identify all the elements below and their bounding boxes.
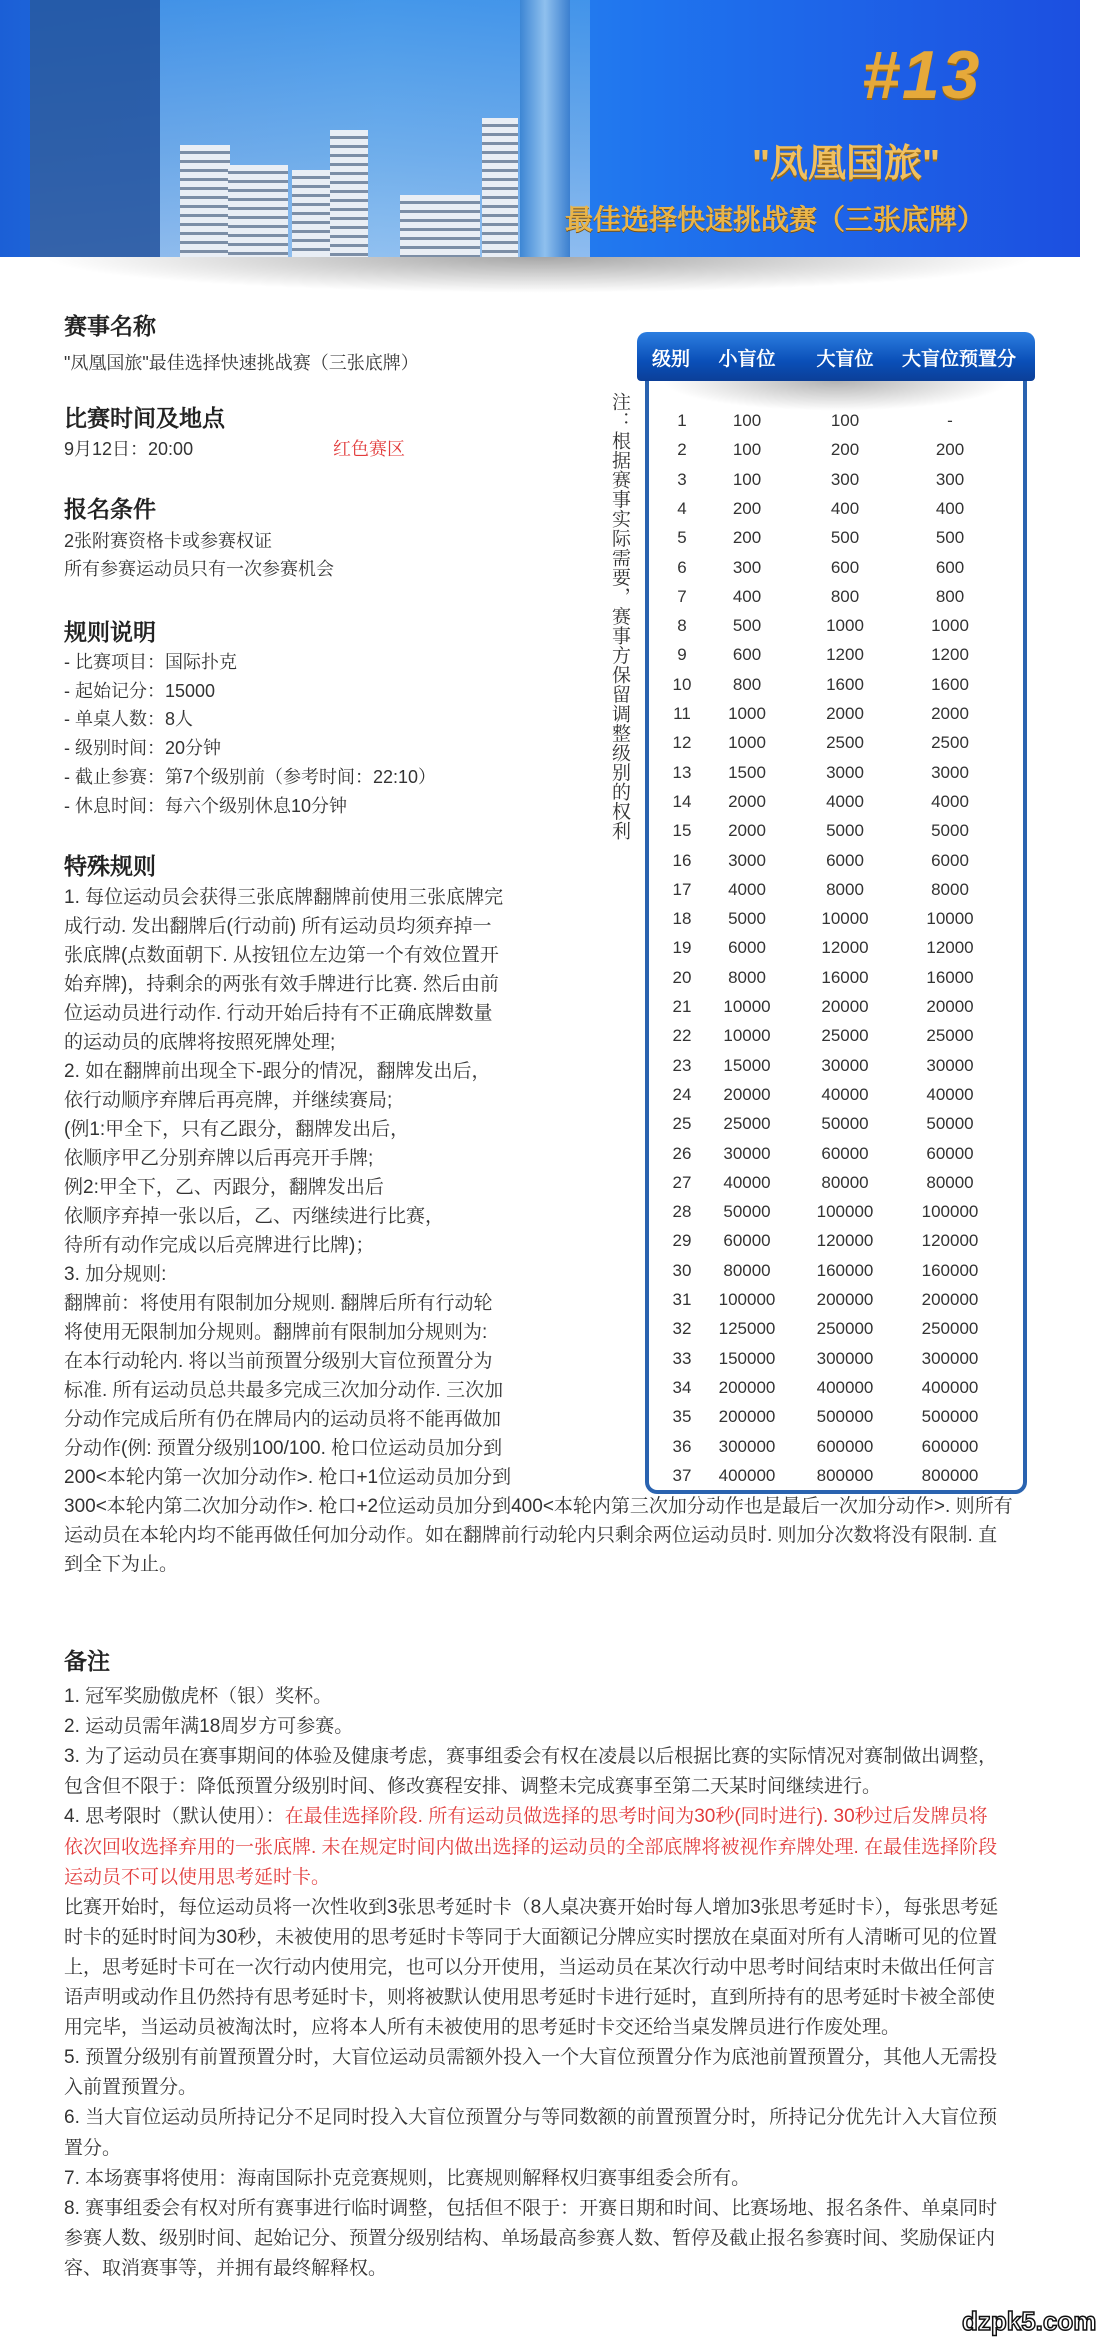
table-cell: 33: [672, 1348, 692, 1368]
note-highlight-text: 在最佳选择阶段. 所有运动员做选择的思考时间为30秒(同时进行). 30秒过后发牌员将: [284, 1806, 988, 1828]
table-cell: 2000: [728, 821, 766, 841]
table-cell: 20: [672, 967, 692, 987]
special-rule-line: 200<本轮内第一次加分动作>. 枪口+1位运动员加分到: [64, 1467, 512, 1488]
note-line: [64, 2227, 995, 2251]
table-cell: 400000: [921, 1377, 979, 1397]
table-cell: -: [947, 411, 953, 430]
table-cell: 100: [830, 411, 860, 430]
table-cell: 300: [732, 557, 762, 577]
table-cell: 34: [672, 1377, 692, 1397]
table-cell: 200: [732, 498, 762, 518]
table-cell: 2000: [931, 704, 969, 723]
table-cell: 200: [732, 528, 762, 548]
table-cell: 2500: [826, 733, 864, 753]
table-cell: 9: [677, 645, 687, 665]
table-cell: 28: [672, 1202, 692, 1222]
table-cell: 16: [672, 850, 692, 870]
note-text: 7. 本场赛事将使用：海南国际扑克竞赛规则，比赛规则解释权归赛事组委会所有。: [64, 2167, 751, 2189]
table-cell: 500: [830, 528, 860, 548]
glass-tower-image: [520, 0, 570, 257]
table-cell: 200000: [718, 1407, 776, 1427]
special-rule-line: 3. 加分规则:: [64, 1264, 167, 1285]
table-cell: 100000: [816, 1202, 874, 1222]
section-heading-notes: 备注: [64, 1648, 110, 1674]
table-cell: 3000: [931, 762, 969, 782]
table-cell: 18: [672, 909, 692, 929]
note-line: [64, 2016, 900, 2040]
table-cell: 250000: [921, 1319, 979, 1339]
table-cell: 31: [672, 1290, 692, 1309]
table-cell: 4: [677, 498, 687, 518]
special-rule-line: 2. 如在翻牌前出现全下-跟分的情况，翻牌发出后，: [64, 1061, 491, 1082]
note-text: 时卡的延时时间为30秒，未被使用的思考延时卡等同于大面额记分牌应实时摆放在桌面对所有人清晰可见的位置: [64, 1926, 998, 1948]
note-text: 8. 赛事组委会有权对所有赛事进行临时调整，包括但不限于：开赛日期和时间、比赛场地、报名条件、单桌同时: [64, 2197, 998, 2219]
table-cell: 400: [732, 586, 762, 606]
table-cell: 6000: [931, 850, 969, 870]
table-cell: 400000: [816, 1377, 874, 1397]
table-cell: 1600: [826, 674, 864, 694]
table-cell: 25000: [821, 1026, 869, 1046]
table-cell: 1200: [826, 645, 864, 665]
table-cell: 800: [830, 586, 860, 606]
table-cell: 300000: [718, 1436, 776, 1456]
watermark-logo: dzpk5.com: [962, 2306, 1096, 2336]
note-text: 2. 运动员需年满18周岁方可参赛。: [64, 1716, 354, 1738]
table-cell: 22: [672, 1026, 692, 1046]
building-image: [330, 130, 368, 257]
banner-subtitle: 最佳选择快速挑战赛（三张底牌）: [565, 204, 986, 235]
table-cell: 25000: [926, 1026, 974, 1046]
table-cell: 6: [677, 557, 687, 577]
note-text: 语声明或动作且仍然持有思考延时卡，则将被默认使用思考延时卡进行延时，直到所持有的思考延时卡被全部使: [64, 1987, 996, 2008]
table-cell: 11: [673, 704, 691, 723]
table-cell: 100000: [921, 1202, 979, 1222]
special-rule-line: 300<本轮内第二次加分动作>. 枪口+2位运动员加分到400<本轮内第三次加分动作也是最后一次加分动作>. 则所有: [64, 1496, 1013, 1517]
table-cell: 1500: [728, 762, 766, 782]
table-cell: 600000: [921, 1436, 979, 1456]
note-text: 包含但不限于：降低预置分级别时间、修改赛程安排、调整未完成赛事至第二天某时间继续进行。: [64, 1776, 882, 1798]
note-line: [64, 1805, 988, 1829]
section-heading-special: 特殊规则: [64, 853, 156, 879]
note-line: [64, 1715, 353, 1739]
table-cell: 17: [672, 879, 692, 899]
table-cell: 8: [677, 616, 687, 636]
note-line: [64, 1986, 995, 2010]
banner-shadow: [40, 257, 1040, 293]
table-cell: 200000: [718, 1377, 776, 1397]
table-cell: 21: [672, 997, 692, 1016]
table-cell: 24: [672, 1084, 692, 1104]
note-text: 置分。: [64, 2137, 122, 2159]
table-cell: 60000: [821, 1143, 869, 1163]
column-header: 小盲位: [718, 349, 776, 370]
table-cell: 300000: [816, 1348, 874, 1368]
building-image: [180, 145, 230, 257]
table-cell: 10000: [821, 909, 869, 929]
table-cell: 50000: [723, 1202, 771, 1222]
table-cell: 6000: [826, 850, 864, 870]
special-rule-line: 例2:甲全下，乙、丙跟分，翻牌发出后: [64, 1177, 384, 1198]
table-cell: 200000: [816, 1290, 874, 1309]
note-highlight-text: 依次回收选择弃用的一张底牌. 未在规定时间内做出选择的运动员的全部底牌将被视作弃牌处理. 在最佳选择阶段: [64, 1836, 998, 1858]
calligraphy-tower-image: [30, 0, 160, 257]
rule-item: - 级别时间：20分钟: [64, 738, 222, 759]
rule-item: - 休息时间：每六个级别休息10分钟: [64, 795, 348, 816]
table-cell: 20000: [723, 1084, 771, 1104]
table-cell: 8000: [728, 967, 766, 987]
table-cell: 4000: [826, 791, 864, 811]
table-cell: 800: [935, 586, 965, 606]
table-cell: 6000: [728, 938, 766, 958]
table-cell: 2: [677, 440, 687, 460]
special-rule-line: 依行动顺序弃牌后再亮牌，并继续赛局;: [64, 1090, 393, 1111]
rule-item: - 截止参赛：第7个级别前（参考时间：22:10）: [64, 766, 437, 787]
table-cell: 5000: [826, 821, 864, 841]
table-cell: 15: [672, 821, 692, 841]
table-cell: 15000: [723, 1055, 771, 1075]
table-cell: 50000: [926, 1114, 974, 1134]
special-rule-line: 翻牌前：将使用有限制加分规则. 翻牌后所有行动轮: [64, 1293, 493, 1314]
note-text: 用完毕，当运动员被淘汰时，应将本人所有未被使用的思考延时卡交还给当桌发牌员进行作废处理。: [64, 2017, 901, 2039]
special-rule-line: 分动作完成后所有仍在牌局内的运动员将不能再做加: [64, 1409, 502, 1430]
table-cell: 23: [672, 1055, 692, 1075]
table-cell: 8000: [931, 879, 969, 899]
note-line: [64, 1775, 881, 1799]
note-text: 3. 为了运动员在赛事期间的体验及健康考虑，赛事组委会有权在凌晨以后根据比赛的实际情况对赛制做出调整，: [64, 1746, 998, 1768]
special-rule-line: (例1:甲全下，只有乙跟分，翻牌发出后，: [64, 1119, 410, 1140]
table-cell: 4000: [728, 879, 766, 899]
signup-line: 2张附赛资格卡或参赛权证: [64, 531, 273, 551]
note-line: [64, 2167, 750, 2191]
note-line: [64, 2137, 121, 2161]
note-text: 6. 当大盲位运动员所持记分不足同时投入大盲位预置分与等同数额的前置预置分时，所持记分优先计入大盲位预: [64, 2107, 998, 2129]
table-cell: 10000: [723, 1026, 771, 1046]
table-cell: 10000: [926, 909, 974, 929]
event-name: "凤凰国旅"最佳选择快速挑战赛（三张底牌）: [64, 353, 419, 373]
table-cell: 30000: [821, 1055, 869, 1075]
table-cell: 400: [830, 498, 860, 518]
blind-structure-table: [641, 332, 1031, 1494]
special-rule-line: 在本行动轮内. 将以当前预置分级别大盲位预置分为: [64, 1351, 493, 1372]
event-time: 9月12日：20:00: [64, 439, 194, 459]
table-cell: 120000: [816, 1231, 874, 1251]
level-adjust-note: 注：根据赛事实际需要，赛事方保留调整级别的权利: [609, 392, 630, 841]
table-cell: 29: [672, 1231, 692, 1251]
table-cell: 36: [672, 1436, 692, 1456]
special-rule-line: 到全下为止。: [64, 1554, 179, 1575]
note-line: [64, 2257, 387, 2281]
note-text: 入前置预置分。: [64, 2077, 198, 2099]
section-heading-time: 比赛时间及地点: [64, 405, 225, 431]
table-cell: 200000: [921, 1290, 979, 1309]
table-cell: 16000: [821, 967, 869, 987]
building-image: [482, 118, 518, 257]
column-header: 大盲位预置分: [901, 349, 1017, 370]
note-text: 1. 冠军奖励傲虎杯（银）奖杯。: [64, 1686, 333, 1707]
special-rule-line: 位运动员进行动作. 行动开始后持有不正确底牌数量: [64, 1003, 493, 1024]
table-cell: 200: [830, 440, 860, 460]
table-cell: 30000: [926, 1055, 974, 1075]
table-cell: 80000: [926, 1172, 974, 1192]
table-cell: 5000: [728, 909, 766, 929]
table-cell: 50000: [821, 1114, 869, 1134]
table-cell: 40000: [723, 1172, 771, 1192]
special-rule-line: 张底牌(点数面朝下. 从按钮位左边第一个有效位置开: [64, 945, 499, 966]
table-cell: 1000: [931, 616, 969, 636]
table-cell: 20000: [821, 997, 869, 1016]
table-cell: 100: [732, 440, 762, 460]
section-heading-rules: 规则说明: [64, 619, 156, 645]
table-cell: 25000: [723, 1114, 771, 1134]
table-cell: 800: [732, 674, 762, 694]
special-rule-line: 运动员在本轮内均不能再做任何加分动作。如在翻牌前行动轮内只剩余两位运动员时. 则加分次数将没有限制. 直: [64, 1525, 998, 1546]
table-cell: 60000: [926, 1143, 974, 1163]
table-cell: 600: [732, 645, 762, 665]
table-cell: 1000: [728, 704, 766, 723]
note-text: 上，思考延时卡可在一次行动内使用完，也可以分开使用，当运动员在某次行动中思考时间结束时未做出任何言: [64, 1956, 996, 1978]
note-line: [64, 2076, 197, 2100]
table-cell: 300: [935, 469, 965, 489]
table-cell: 1000: [826, 616, 864, 636]
table-cell: 30000: [723, 1143, 771, 1163]
table-cell: 800000: [921, 1465, 979, 1485]
note-line: [64, 2106, 997, 2130]
table-cell: 100: [732, 411, 762, 430]
table-cell: 600: [935, 557, 965, 577]
special-rule-line: 成行动. 发出翻牌后(行动前) 所有运动员均须弃掉一: [64, 916, 492, 937]
special-rule-line: 标准. 所有运动员总共最多完成三次加分动作. 三次加: [64, 1380, 504, 1401]
note-text: 5. 预置分级别有前置预置分时，大盲位运动员需额外投入一个大盲位预置分作为底池前置预置分，其他人无需投: [64, 2047, 998, 2069]
table-cell: 100000: [718, 1290, 776, 1309]
note-line: [64, 1956, 995, 1980]
table-cell: 1: [677, 411, 687, 430]
rule-item: - 起始记分：15000: [64, 680, 216, 701]
table-cell: 1600: [931, 674, 969, 694]
note-highlight-text: 运动员不可以使用思考延时卡。: [64, 1866, 331, 1888]
table-cell: 400: [935, 498, 965, 518]
table-cell: 35: [672, 1407, 692, 1427]
header-shadow: [661, 381, 1011, 411]
table-cell: 150000: [718, 1348, 776, 1368]
table-cell: 3: [677, 469, 687, 489]
table-cell: 300: [830, 469, 860, 489]
building-image: [292, 170, 332, 257]
table-cell: 8000: [826, 879, 864, 899]
section-heading-signup: 报名条件: [64, 496, 156, 522]
table-cell: 26: [672, 1143, 692, 1163]
table-cell: 12000: [821, 938, 869, 958]
table-cell: 200: [935, 440, 965, 460]
note-text: 比赛开始时，每位运动员将一次性收到3张思考延时卡（8人桌决赛开始时每人增加3张思考延时卡），每张思考延: [64, 1896, 999, 1918]
table-cell: 800000: [816, 1465, 874, 1485]
table-cell: 32: [672, 1319, 692, 1339]
table-cell: 20000: [926, 997, 974, 1016]
table-cell: 12000: [926, 938, 974, 958]
table-cell: 13: [672, 762, 692, 782]
note-text: 容、取消赛事等，并拥有最终解释权。: [64, 2257, 388, 2279]
note-text: 参赛人数、级别时间、起始记分、预置分级别结构、单场最高参赛人数、暂停及截止报名参赛时间、奖励保证内: [64, 2227, 996, 2249]
special-rule-line: 依顺序甲乙分别弃牌以后再亮开手牌;: [64, 1148, 374, 1169]
special-rule-line: 依顺序弃掉一张以后，乙、丙继续进行比赛，: [64, 1206, 445, 1227]
rule-item: - 单桌人数：8人: [64, 709, 194, 730]
table-cell: 500000: [816, 1407, 874, 1427]
table-cell: 37: [672, 1465, 692, 1485]
table-cell: 400000: [718, 1465, 776, 1485]
table-cell: 3000: [826, 762, 864, 782]
signup-line: 所有参赛运动员只有一次参赛机会: [64, 559, 334, 579]
table-cell: 60000: [723, 1231, 771, 1251]
table-cell: 500: [935, 528, 965, 548]
special-rule-line: 待所有动作完成以后亮牌进行比牌)；: [64, 1235, 375, 1256]
table-cell: 1200: [931, 645, 969, 665]
building-image: [400, 195, 480, 257]
table-cell: 5: [677, 528, 687, 548]
table-cell: 19: [672, 938, 692, 958]
table-cell: 2500: [931, 733, 969, 753]
table-cell: 500: [732, 616, 762, 636]
note-line: [64, 1685, 332, 1709]
table-cell: 80000: [821, 1172, 869, 1192]
table-header: [637, 332, 1035, 381]
table-cell: 1000: [728, 733, 766, 753]
table-cell: 80000: [723, 1260, 771, 1280]
column-header: 级别: [651, 349, 691, 370]
table-cell: 100: [732, 469, 762, 489]
banner-title: "凤凰国旅": [752, 143, 941, 185]
table-cell: 125000: [718, 1319, 776, 1339]
table-cell: 7: [677, 586, 687, 606]
section-heading-name: 赛事名称: [64, 313, 156, 339]
special-rule-line: 的运动员的底牌将按照死牌处理;: [64, 1032, 336, 1053]
table-cell: 16000: [926, 967, 974, 987]
table-cell: 40000: [926, 1084, 974, 1104]
table-cell: 600000: [816, 1436, 874, 1456]
table-cell: 40000: [821, 1084, 869, 1104]
note-line: [64, 1926, 997, 1950]
note-line: [64, 2197, 997, 2221]
table-cell: 27: [672, 1172, 692, 1192]
table-cell: 30: [672, 1260, 692, 1280]
header-banner: [0, 0, 1080, 257]
table-cell: 3000: [728, 850, 766, 870]
table-cell: 160000: [921, 1260, 979, 1280]
table-cell: 120000: [921, 1231, 979, 1251]
event-venue: 红色赛区: [333, 439, 405, 459]
table-cell: 160000: [816, 1260, 874, 1280]
table-cell: 600: [830, 557, 860, 577]
rule-item: - 比赛项目：国际扑克: [64, 652, 237, 672]
table-cell: 10000: [723, 997, 771, 1016]
table-cell: 2000: [826, 704, 864, 723]
table-cell: 4000: [931, 791, 969, 811]
table-cell: 2000: [728, 791, 766, 811]
special-rule-line: 分动作(例: 预置分级别100/100. 枪口位运动员加分到: [64, 1438, 503, 1459]
note-line: [64, 2046, 997, 2070]
table-cell: 300000: [921, 1348, 979, 1368]
column-header: 大盲位: [816, 349, 874, 370]
special-rule-line: 始弃牌)，持剩余的两张有效手牌进行比赛. 然后由前: [64, 974, 499, 995]
table-cell: 12: [672, 733, 692, 753]
event-number: #13: [862, 37, 982, 113]
note-line: [64, 1896, 998, 1920]
special-rule-line: 将使用无限制加分规则。翻牌前有限制加分规则为:: [64, 1322, 488, 1343]
note-line: [64, 1866, 330, 1890]
table-cell: 500000: [921, 1407, 979, 1427]
table-cell: 250000: [816, 1319, 874, 1339]
note-line: [64, 1745, 997, 1769]
note-line: [64, 1836, 997, 1860]
building-image: [228, 165, 288, 257]
table-cell: 10: [672, 674, 692, 694]
special-rule-line: 1. 每位运动员会获得三张底牌翻牌前使用三张底牌完: [64, 887, 504, 908]
table-cell: 5000: [931, 821, 969, 841]
table-cell: 14: [672, 791, 692, 811]
note-text: 4. 思考限时（默认使用）：: [64, 1806, 285, 1828]
table-cell: 25: [672, 1114, 692, 1134]
